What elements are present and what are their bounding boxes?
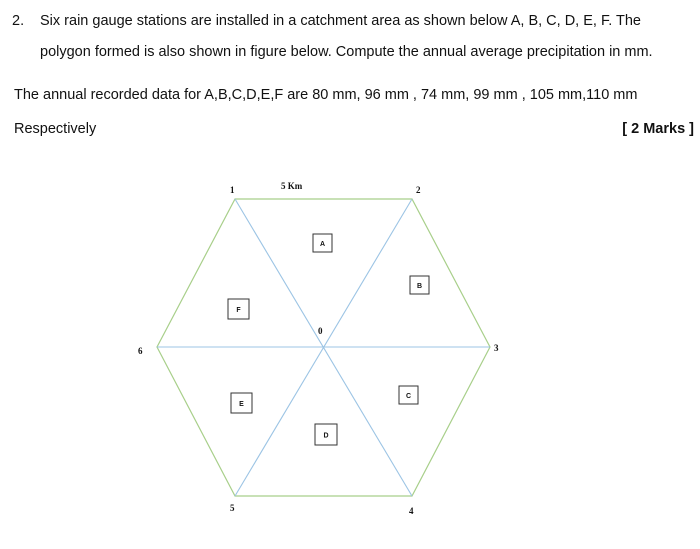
- station-label-d: D: [323, 432, 329, 440]
- scale-label: 5 Km: [281, 181, 303, 191]
- station-label-b: B: [416, 283, 423, 290]
- vertex-label-4: 4: [409, 506, 414, 516]
- station-f: [228, 299, 249, 319]
- respectively-text: Respectively: [14, 121, 97, 137]
- station-a: [313, 234, 332, 252]
- station-c: [399, 386, 418, 404]
- station-b: [410, 276, 429, 294]
- question-text-line-1: Six rain gauge stations are installed in a catchment area as shown below A, B, C, D, E, F. The: [40, 13, 641, 29]
- center-label: 0: [318, 326, 323, 336]
- vertex-label-1: 1: [230, 185, 235, 195]
- question-text-line-2: polygon formed is also shown in figure below. Compute the annual average precipitation in mm.: [40, 44, 653, 60]
- vertex-label-2: 2: [416, 185, 421, 195]
- recorded-data-line: The annual recorded data for A,B,C,D,E,F are 80 mm, 96 mm , 74 mm, 99 mm , 105 mm,110 mm: [14, 87, 638, 103]
- station-label-e: E: [239, 401, 244, 408]
- station-label-a: A: [319, 241, 326, 248]
- station-label-f: F: [236, 307, 241, 314]
- station-label-c: C: [405, 393, 412, 400]
- vertex-label-6: 6: [138, 346, 143, 356]
- question-number: 2.: [12, 13, 25, 29]
- vertex-label-5: 5: [230, 503, 235, 513]
- station-d: [315, 424, 337, 445]
- marks-label: [ 2 Marks ]: [622, 121, 694, 137]
- station-e: [231, 393, 252, 413]
- vertex-label-3: 3: [494, 343, 499, 353]
